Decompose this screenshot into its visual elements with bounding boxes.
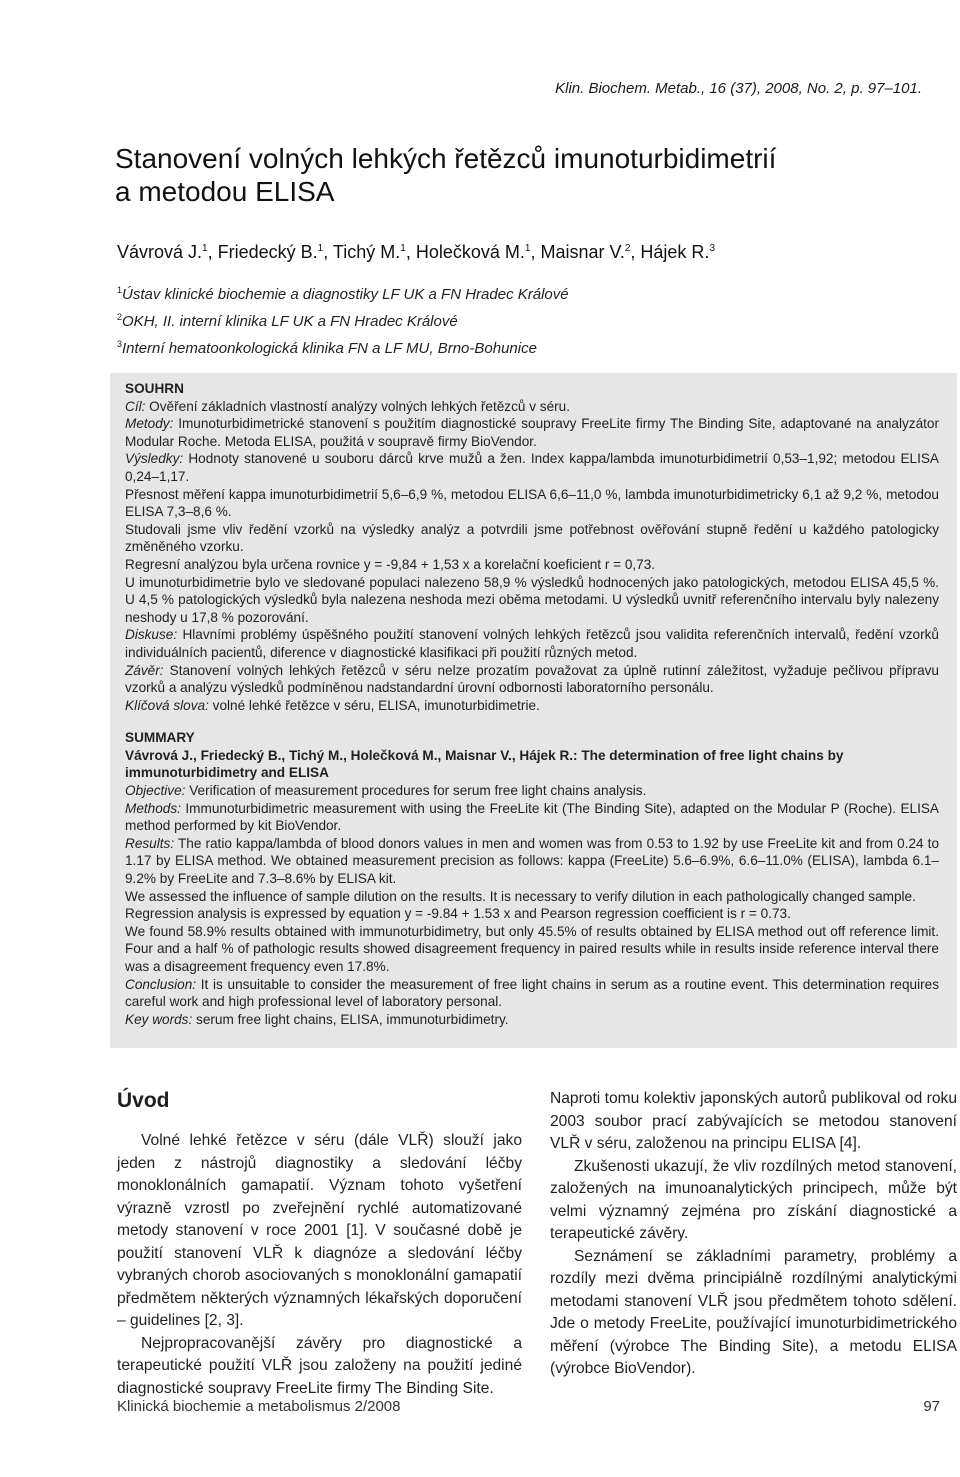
summary-keywords-text: serum free light chains, ELISA, immunoturbidimetry. (196, 1011, 509, 1027)
author-list: Vávrová J.$^1$, Friedecký B.$^1$, Tichý M.$^1$, Holečková M.$^1$, Maisnar V.$^2$, Hájek R.$^3$ (117, 242, 715, 262)
affiliation-mark: 1 (117, 285, 123, 295)
summary-methods-text: Immunoturbidimetric measurement with using the FreeLite kit (The Binding Site), adapted on the Modular P (Roche). ELISA method performed by kit BioVendor. (125, 800, 940, 834)
souhrn-zaver (125, 662, 939, 697)
summary-authors-title: Vávrová J., Friedecký B., Tichý M., Holečková M., Maisnar V., Hájek R.: The determination of free light chains by immunoturbidimetry and ELISA (125, 747, 844, 781)
author-name: Friedecký B. (217, 242, 318, 262)
author-affiliation-mark: 1 (317, 243, 324, 254)
souhrn-diskuse-text: Hlavními problémy úspěšného použití stanovení volných lehkých řetězců jsou validita referenčních intervalů, ředění vzorků individuálních pacientů, diference v diagnostické klasifikaci při použití různých metod. (125, 627, 939, 660)
souhrn-metody (125, 415, 939, 450)
footer-page-number: 97 (923, 1398, 940, 1415)
souhrn-vysledky (125, 450, 939, 485)
affiliation-text: OKH, II. interní klinika LF UK a FN Hradec Králové (122, 313, 458, 330)
summary-methods-label: Methods: (125, 800, 181, 816)
souhrn-paragraph: Studovali jsme vliv ředění vzorků na výsledky analýz a potvrdili jsme potřebnost ověřování stupně ředění u každého patologicky změněného vzorku. (125, 521, 939, 555)
summary-results (125, 835, 939, 888)
souhrn-paragraph: U imunoturbidimetrie bylo ve sledované populaci nalezeno 58,9 % výsledků hodnocených jako patologických, metodou ELISA 45,5 %. U 4,5 % patologických výsledků byla nalezena neshoda mezi oběma metodami. U výsledků uvnitř referenčního intervalu byly nalezeny neshody u 17,8 % pozorování. (125, 574, 939, 625)
body-paragraph: Zkušenosti ukazují, že vliv rozdílných metod stanovení, založených na imunoanalytických principech, může být velmi významný zejména pro získání diagnostické a terapeutické závěry. (550, 1157, 957, 1242)
souhrn-heading: SOUHRN (125, 381, 184, 396)
summary-objective-label: Objective: (125, 783, 186, 799)
body-column-right (550, 1088, 957, 1381)
affiliation-list (117, 279, 569, 360)
souhrn-metody-label: Metody: (125, 416, 174, 432)
article-title (115, 142, 915, 208)
summary-paragraph: We found 58.9% results obtained with immunoturbidimetry, but only 45.5% of results obtained by ELISA method out off reference limit. Four and a half % of pathologic results showed disagreement frequency in paired results while in results inside reference interval there was a disagreement frequency even 17.8%. (125, 923, 939, 974)
summary-paragraph: Regression analysis is expressed by equation y = -9.84 + 1.53 x and Pearson regression coefficient is r = 0.73. (125, 906, 791, 922)
footer-journal-name: Klinická biochemie a metabolismus 2/2008 (117, 1398, 401, 1415)
summary-conclusion (125, 976, 939, 1011)
summary-paragraph: We assessed the influence of sample dilution on the results. It is necessary to verify dilution in each pathologically changed sample. (125, 888, 916, 904)
souhrn-zaver-label: Závěr: (125, 662, 164, 678)
souhrn-diskuse-label: Diskuse: (125, 627, 178, 643)
souhrn-cil-label: Cíl: (125, 398, 146, 414)
author-name: Tichý M. (332, 242, 401, 262)
summary-conclusion-text: It is unsuitable to consider the measurement of free light chains in serum as a routine event. This determination requires careful work and high professional level of laboratory personal. (125, 976, 939, 1010)
souhrn-cil-text: Ověření základních vlastností analýzy volných lehkých řetězců v séru. (149, 398, 571, 414)
body-paragraph: Nejpropracovanější závěry pro diagnostické a terapeutické použití VLŘ jsou založeny na použití jediné diagnostické soupravy FreeLite firmy The Binding Site. (117, 1334, 522, 1397)
abstract-box (110, 373, 957, 1048)
souhrn-zaver-text: Stanovení volných lehkých řetězců v séru nelze prozatím považovat za úplně rutinní záležitost, vyžaduje pečlivou přípravu vzorků a analýzu výsledků podmíněnou nadstandardní úrovní odbornosti laboratorního personálu. (125, 662, 939, 696)
author-affiliation-mark: 1 (400, 243, 406, 254)
author-name: Maisnar V. (540, 242, 625, 262)
souhrn-vysledky-text: Hodnoty stanovené u souboru dárců krve mužů a žen. Index kappa/lambda imunoturbidimetrií 0,53–1,92; metodou ELISA 0,24–1,17. (125, 451, 940, 484)
souhrn-diskuse (125, 626, 939, 661)
affiliation-mark: 3 (117, 339, 123, 349)
souhrn-keywords-label: Klíčová slova: (125, 697, 209, 713)
souhrn-metody-text: Imunoturbidimetrické stanovení s použitím diagnostické soupravy FreeLite firmy The Binding Site, adaptované na analyzátor Modular Roche. Metoda ELISA, použitá v soupravě firmy BioVendor. (125, 416, 940, 449)
summary-objective (125, 782, 939, 800)
summary-keywords (125, 1011, 939, 1029)
summary-keywords-label: Key words: (125, 1011, 193, 1027)
affiliation-text: Interní hematoonkologická klinika FN a LF MU, Brno-Bohunice (122, 340, 537, 357)
affiliation (117, 333, 569, 360)
author-name: Vávrová J. (117, 242, 203, 262)
summary-conclusion-label: Conclusion: (125, 976, 197, 992)
body-column-left (117, 1088, 522, 1400)
author-affiliation-mark: 1 (202, 243, 208, 254)
affiliation-text: Ústav klinické biochemie a diagnostiky LF UK a FN Hradec Králové (122, 286, 569, 303)
author-affiliation-mark: 3 (709, 243, 715, 254)
title-line-1: Stanovení volných lehkých řetězců imunoturbidimetrií (115, 143, 777, 174)
author-affiliation-mark: 2 (624, 243, 631, 254)
summary-objective-text: Verification of measurement procedures for serum free light chains analysis. (189, 783, 647, 799)
author-name: Holečková M. (415, 242, 525, 262)
affiliation-mark: 2 (117, 312, 123, 322)
souhrn-keywords (125, 697, 939, 715)
summary-heading: SUMMARY (125, 730, 195, 746)
summary-methods (125, 800, 939, 835)
author-name: Hájek R. (640, 242, 710, 262)
souhrn-paragraph: Přesnost měření kappa imunoturbidimetrií 5,6–6,9 %, metodou ELISA 6,6–11,0 %, lambda imunoturbidimetricky 6,1 až 9,2 %, metodou ELISA 7,3–8,6 %. (125, 486, 939, 520)
summary-results-label: Results: (125, 835, 175, 851)
journal-reference: Klin. Biochem. Metab., 16 (37), 2008, No. 2, p. 97–101. (555, 80, 922, 97)
title-line-2: a metodou ELISA (115, 176, 335, 207)
body-paragraph: Seznámení se základními parametry, problémy a rozdíly mezi dvěma principiálně rozdílnými analytickými metodami stanovení VLŘ jsou předmětem tohoto sdělení. Jde o metody FreeLite, používající imunoturbidimetrického měření (výrobce The Binding Site), a metodu ELISA (výrobce BioVendor). (550, 1247, 957, 1377)
author-affiliation-mark: 1 (524, 243, 531, 254)
souhrn-keywords-text: volné lehké řetězce v séru, ELISA, imunoturbidimetrie. (212, 697, 540, 713)
souhrn-cil (125, 398, 939, 416)
affiliation (117, 306, 569, 333)
affiliation (117, 279, 569, 306)
body-paragraph: Volné lehké řetězce v séru (dále VLŘ) slouží jako jeden z nástrojů diagnostiky a sledování léčby monoklonálních gamapatií. Význam tohoto vyšetření výrazně vzrostl po zveřejnění rychlé automatizované metody stanovení v roce 2001 [1]. V současné době je použití stanovení VLŘ k diagnóze a sledování léčby vybraných chorob asociovaných s monoklonální gamapatií předmětem některých významných lékařských doporučení – guidelines [2, 3]. (117, 1132, 522, 1329)
body-paragraph: Naproti tomu kolektiv japonských autorů publikoval od roku 2003 soubor prací zabývajících se metodou stanovení VLŘ v séru, založenou na principu ELISA [4]. (550, 1090, 957, 1152)
summary-results-text: The ratio kappa/lambda of blood donors values in men and women was from 0.53 to 1.92 by use FreeLite kit and from 0.24 to 1.17 by ELISA method. We obtained measurement precision as follows: kappa (FreeLite) 5.6–6.9%, 6.6–11.0% (ELISA), lambda 6.1–9.2% by FreeLite and 7.3–8.6% by ELISA kit. (125, 835, 939, 887)
souhrn-paragraph: Regresní analýzou byla určena rovnice y = -9,84 + 1,53 x a korelační koeficient r = 0,73. (125, 556, 656, 572)
section-heading-uvod: Úvod (117, 1089, 170, 1112)
souhrn-vysledky-label: Výsledky: (125, 451, 184, 467)
